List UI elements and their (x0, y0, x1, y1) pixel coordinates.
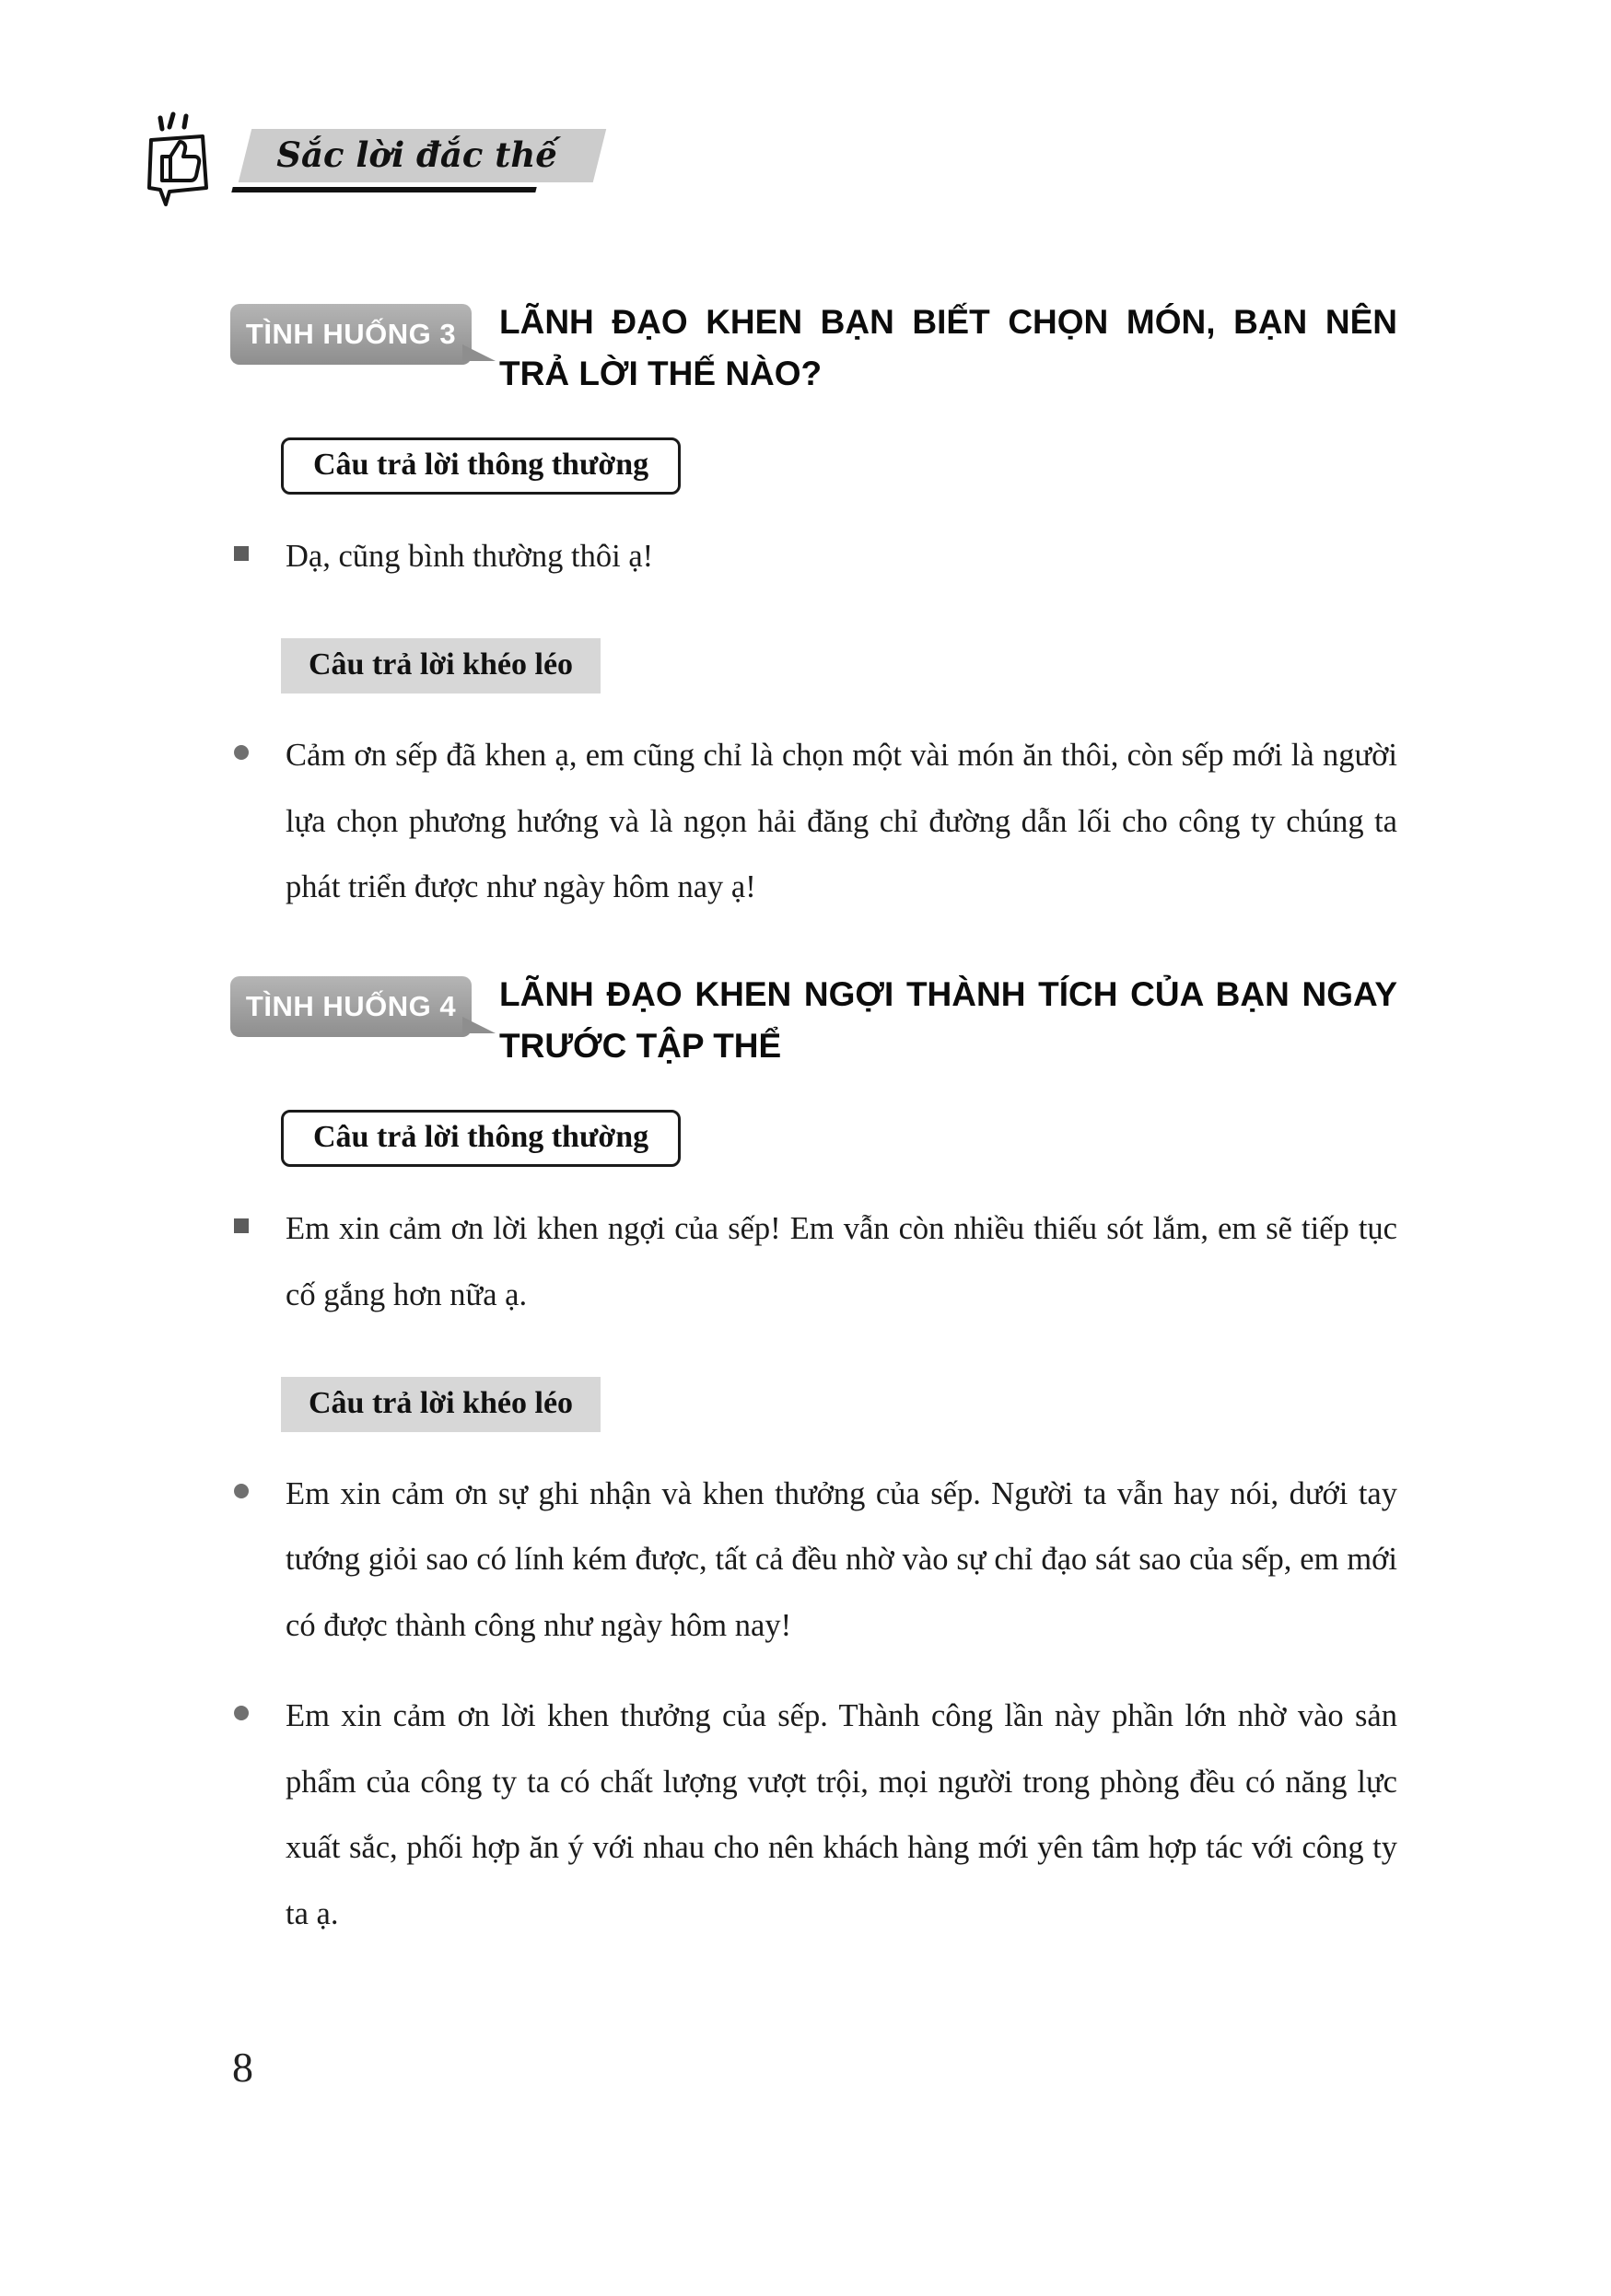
list-item (230, 524, 1397, 590)
clever-answer-text: Cảm ơn sếp đã khen ạ, em cũng chỉ là chọn một vài món ăn thôi, còn sếp mới là người lựa chọn phương hướng và là ngọn hải đăng chỉ đường dẫn lối cho công ty chúng ta phát triển được như ngày hôm nay ạ! (286, 737, 1397, 905)
page-content (230, 297, 1397, 1972)
situation-4-clever-block (230, 1353, 1397, 1948)
situation-3-normal-block (230, 432, 1397, 590)
round-bullet-icon (234, 1706, 249, 1720)
normal-answer-text: Dạ, cũng bình thường thôi ạ! (286, 539, 654, 574)
situation-4-heading: LÃNH ĐẠO KHEN NGỢI THÀNH TÍCH CỦA BẠN NGAY TRƯỚC TẬP THỂ (499, 975, 1397, 1065)
round-bullet-icon (234, 745, 249, 760)
page-header (138, 109, 600, 210)
page-number: 8 (232, 2044, 253, 2091)
list-item (230, 1462, 1397, 1660)
book-title: Sắc lời đắc thế (276, 134, 557, 175)
situation-3-header-row (230, 297, 1397, 399)
clever-answer-text: Em xin cảm ơn sự ghi nhận và khen thưởng của sếp. Người ta vẫn hay nói, dưới tay tướng giỏi sao có lính kém được, tất cả đều nhờ vào sự chỉ đạo sát sao của sếp, em mới có được thành công như ngày hôm nay! (286, 1475, 1397, 1643)
situation-3-badge: TÌNH HUỐNG 3 (230, 304, 472, 365)
normal-answer-label: Câu trả lời thông thường (281, 437, 681, 495)
situation-3-clever-block (230, 614, 1397, 921)
list-item (230, 1196, 1397, 1329)
situation-4-header-row (230, 969, 1397, 1071)
situation-3-heading: LÃNH ĐẠO KHEN BẠN BIẾT CHỌN MÓN, BẠN NÊN TRẢ LỜI THẾ NÀO? (499, 303, 1397, 392)
ribbon-underline (231, 187, 536, 192)
clever-answer-text: Em xin cảm ơn lời khen thưởng của sếp. Thành công lần này phần lớn nhờ vào sản phẩm của công ty ta có chất lượng vượt trội, mọi người trong phòng đều có năng lực xuất sắc, phối hợp ăn ý với nhau cho nên khách hàng mới yên tâm hợp tác với công ty ta ạ. (286, 1697, 1397, 1931)
list-item (230, 1684, 1397, 1948)
header-ribbon (245, 129, 600, 192)
thumbs-up-icon (138, 109, 239, 210)
normal-answer-label: Câu trả lời thông thường (281, 1110, 681, 1167)
header-ribbon-band (239, 129, 606, 182)
square-bullet-icon (234, 1218, 249, 1233)
square-bullet-icon (234, 546, 249, 561)
normal-answer-text: Em xin cảm ơn lời khen ngợi của sếp! Em vẫn còn nhiều thiếu sót lắm, em sẽ tiếp tục cố gắng hơn nữa ạ. (286, 1211, 1397, 1312)
clever-answer-label: Câu trả lời khéo léo (281, 1377, 601, 1432)
situation-4-badge: TÌNH HUỐNG 4 (230, 976, 472, 1037)
round-bullet-icon (234, 1484, 249, 1498)
clever-answer-label: Câu trả lời khéo léo (281, 638, 601, 693)
situation-4-normal-block (230, 1104, 1397, 1329)
list-item (230, 723, 1397, 921)
